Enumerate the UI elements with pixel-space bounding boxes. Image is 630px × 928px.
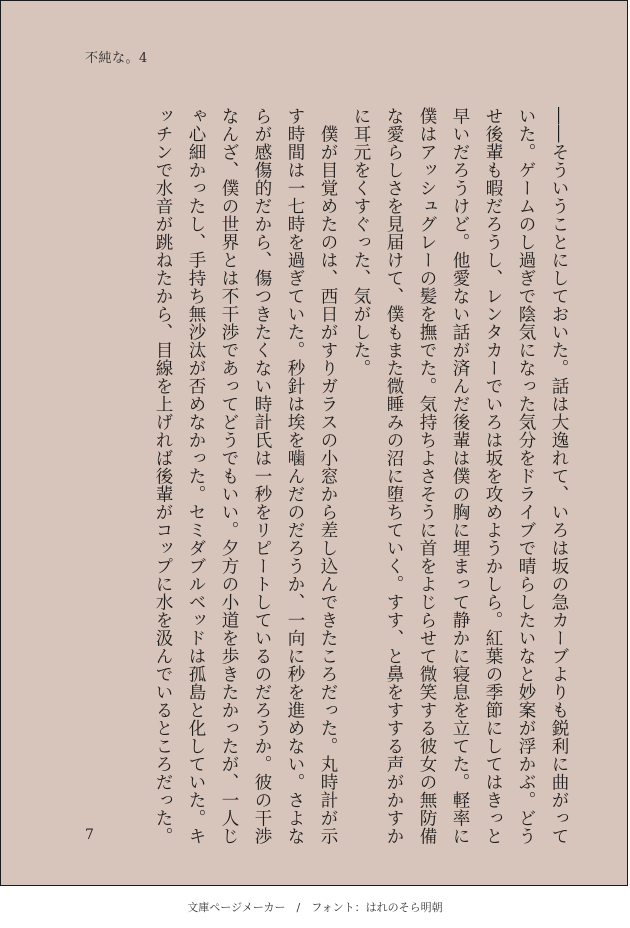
footer-credit: 文庫ページメーカー / フォント：はれのそら明朝 bbox=[187, 901, 443, 914]
running-title: 不純な。4 bbox=[85, 51, 148, 66]
paragraph-2: 僕が目覚めたのは、西日がすりガラスの小窓から差し込んできたころだった。丸時計が示す時間は一七時を過ぎていた。秒針は埃を噛んだのだろうか、一向に秒を進めない。さよならが感傷的だから、傷つきたくない時計氏は一秒をリピートしているのだろうか。彼の干渉なんざ、僕の世界とは不干渉であってどうでもいい。夕方の小道を歩きたかったが、一人じゃ心細かったし、手持ち無沙汰が否めなかった。セミダブルベッドは孤島と化していた。キッチンで水音が跳ねたから、目線を上げれば後輩がコップに水を汲んでいるところだった。 bbox=[153, 107, 338, 845]
vertical-body-text bbox=[65, 107, 575, 847]
paragraph-1: ――そういうことにしておいた。話は大逸れて、いろは坂の急カーブよりも鋭利に曲がっていた。ゲームのし過ぎで陰気になった気分をドライブで晴らしたいなと妙案が浮かぶ。どうせ後輩も暇だろうし、レンタカーでいろは坂を攻めようかしら。紅葉の季節にしてはきっと早いだろうけど。他愛ない話が済んだ後輩は僕の胸に埋まって静かに寝息を立てた。軽率に僕はアッシュグレーの髪を撫でた。気持ちよさそうに首をよじらせて微笑する彼女の無防備な愛らしさを見届けて、僕もまた微睡みの沼に堕ちていく。すす、と鼻をすする声がかすかに耳元をくすぐった、気がした。 bbox=[351, 107, 569, 845]
page-number: 7 bbox=[85, 827, 94, 843]
